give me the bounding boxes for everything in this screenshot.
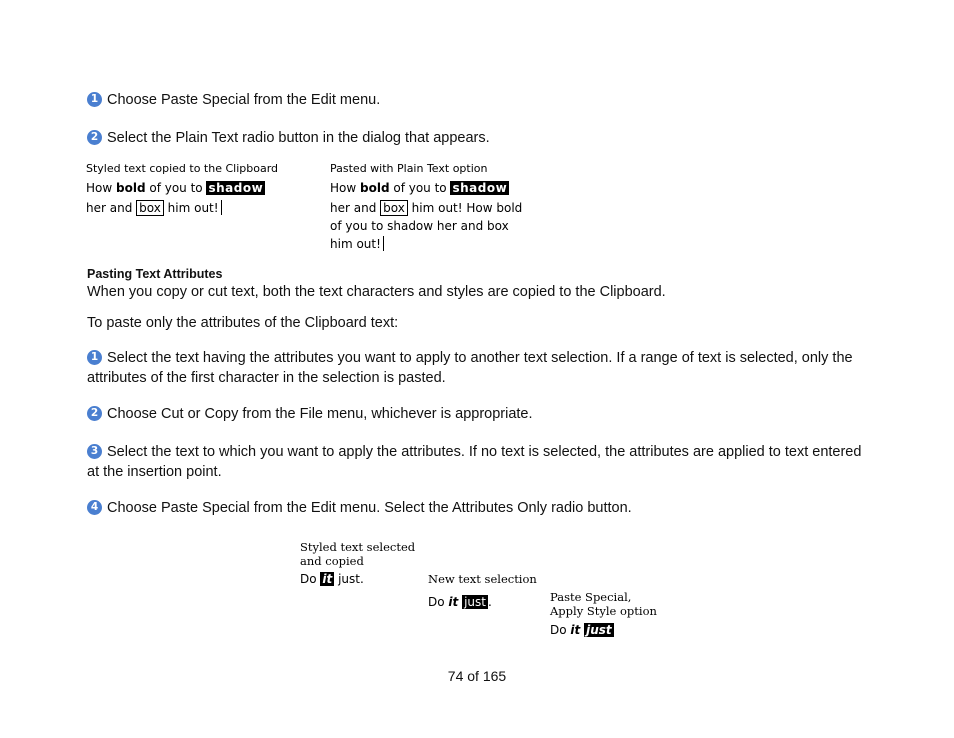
step-number-icon: 2 [87,130,102,145]
figure-caption: and copied [300,554,364,568]
sample-line [428,595,537,609]
italic-run: it [448,595,459,609]
sample-line: of you to shadow her and box [330,219,509,233]
section-lead: To paste only the attributes of the Clipboard text: [87,315,399,331]
sample-line [550,623,657,637]
step-2-top [87,128,490,148]
sample-line [86,199,316,217]
text-run: . [488,595,492,609]
figure-caption: Pasted with Plain Text option [330,162,488,175]
step-1-top [87,90,380,110]
figure-styled-copied [300,540,415,586]
figure-caption: Apply Style option [550,604,657,618]
step-3 [87,442,877,482]
step-text: Choose Paste Special from the Edit menu. [107,92,381,108]
step-number-icon: 3 [87,444,102,459]
sample-line [86,179,316,197]
step-1 [87,348,877,388]
text-run: him out! [330,237,381,251]
sample-line [330,179,570,197]
box-run: box [136,200,164,216]
figure-new-selection [428,572,537,609]
text-run: How [330,181,360,195]
section-intro: When you copy or cut text, both the text characters and styles are copied to the Clipboard. [87,284,666,300]
shadow-run: shadow [452,181,508,195]
insertion-caret [383,236,384,251]
figure-caption: Styled text selected [300,540,416,554]
figure-apply-style [550,590,657,637]
page-number: 74 of 165 [447,668,507,684]
step-text: Select the text having the attributes you want to apply to another text selection. If a range of text is selected, only the attributes of the first character in the selection is pasted. [87,350,853,386]
text-run: her and [330,201,381,215]
bold-run: bold [360,181,390,195]
step-number-icon: 4 [87,500,102,515]
text-run: of you to [389,181,451,195]
bold-run: bold [116,181,146,195]
section-heading: Pasting Text Attributes [87,267,223,281]
text-run: Do [300,572,321,586]
figure-clipboard-styled [86,160,316,217]
figure-caption: Paste Special, [550,590,632,604]
step-text: Select the Plain Text radio button in the dialog that appears. [107,130,490,146]
step-2 [87,404,877,424]
figure-plain-text-paste [330,160,570,253]
step-4 [87,498,877,518]
selected-run: just [464,595,486,609]
text-run: Do [550,623,571,637]
insertion-caret [221,200,222,215]
sample-line [330,235,570,253]
figure-caption: New text selection [428,572,537,586]
sample-line [330,199,570,217]
step-text: Select the text to which you want to apply the attributes. If no text is selected, the attributes are applied to text entered at the insertion point. [87,444,862,480]
sample-line [300,572,415,586]
text-run: just. [334,572,364,586]
italic-run: it [570,623,581,637]
selected-run: it [322,572,333,586]
text-run: him out! How bold [407,201,523,215]
step-text: Choose Paste Special from the Edit menu. Select the Attributes Only radio button. [107,500,632,516]
text-run: Do [428,595,449,609]
shadow-run: shadow [208,181,264,195]
selected-run: just [586,623,612,637]
text-run: her and [86,201,137,215]
text-run: him out! [163,201,219,215]
step-number-icon: 1 [87,350,102,365]
text-run: of you to [145,181,207,195]
text-run: How [86,181,116,195]
figure-caption: Styled text copied to the Clipboard [86,162,279,175]
step-text: Choose Cut or Copy from the File menu, whichever is appropriate. [107,406,533,422]
step-number-icon: 2 [87,406,102,421]
box-run: box [380,200,408,216]
step-number-icon: 1 [87,92,102,107]
